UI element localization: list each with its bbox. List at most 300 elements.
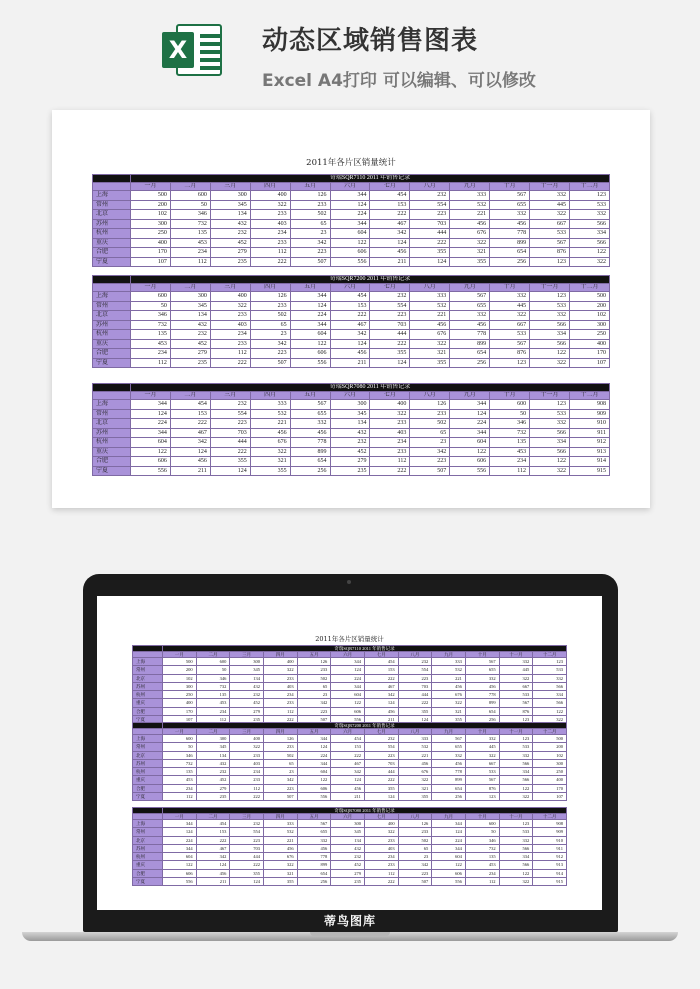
sales-value-cell: 556 xyxy=(163,878,197,886)
month-header: 七月 xyxy=(364,652,398,658)
sales-value-cell: 667 xyxy=(530,219,570,229)
sales-value-cell: 778 xyxy=(297,853,331,861)
sales-value-cell: 321 xyxy=(263,869,297,877)
city-label: 杭州 xyxy=(133,853,163,861)
sales-value-cell: 322 xyxy=(450,238,490,248)
sales-value-cell: 676 xyxy=(410,330,450,340)
table-row xyxy=(93,292,610,302)
sales-value-cell: 300 xyxy=(196,735,230,743)
sales-value-cell: 454 xyxy=(370,191,410,201)
month-header: 一月 xyxy=(163,652,197,658)
sales-value-cell: 50 xyxy=(490,409,530,419)
sales-value-cell: 250 xyxy=(131,229,171,239)
sales-value-cell: 600 xyxy=(490,400,530,410)
sales-value-cell: 532 xyxy=(450,200,490,210)
sales-value-cell: 122 xyxy=(530,457,570,467)
sales-value-cell: 344 xyxy=(330,219,370,229)
sales-value-cell: 122 xyxy=(330,238,370,248)
city-label: 杭州 xyxy=(133,691,163,699)
sales-value-cell: 566 xyxy=(533,682,567,690)
sales-value-cell: 332 xyxy=(569,210,609,220)
sales-value-cell: 135 xyxy=(465,853,499,861)
sales-value-cell: 123 xyxy=(569,191,609,201)
sales-value-cell: 221 xyxy=(410,311,450,321)
sales-value-cell: 300 xyxy=(533,759,567,767)
sales-value-cell: 567 xyxy=(465,658,499,666)
sales-value-cell: 432 xyxy=(230,682,264,690)
sales-value-cell: 23 xyxy=(398,853,432,861)
sales-value-cell: 222 xyxy=(398,699,432,707)
sales-value-cell: 556 xyxy=(131,466,171,476)
sales-value-cell: 235 xyxy=(210,257,250,267)
month-header: 十一月 xyxy=(530,284,570,292)
sales-value-cell: 554 xyxy=(410,200,450,210)
sales-value-cell: 606 xyxy=(297,784,331,792)
sales-value-cell: 344 xyxy=(432,844,466,852)
month-header: 十二月 xyxy=(569,183,609,191)
sales-value-cell: 342 xyxy=(330,330,370,340)
sales-value-cell: 332 xyxy=(530,191,570,201)
sales-value-cell: 332 xyxy=(465,674,499,682)
month-header: 十一月 xyxy=(499,652,533,658)
city-label: 上海 xyxy=(93,191,131,201)
table-row xyxy=(93,438,610,448)
sales-value-cell: 232 xyxy=(370,292,410,302)
sales-value-cell: 233 xyxy=(210,311,250,321)
sales-value-cell: 223 xyxy=(398,674,432,682)
sales-value-cell: 200 xyxy=(163,666,197,674)
sales-value-cell: 899 xyxy=(490,238,530,248)
table-caption: 奇瑞SQR7110 2011 年销售记录 xyxy=(163,646,567,652)
month-header: 八月 xyxy=(398,729,432,735)
sales-value-cell: 333 xyxy=(263,820,297,828)
sales-value-cell: 123 xyxy=(530,292,570,302)
sales-value-cell: 223 xyxy=(250,349,290,359)
sales-value-cell: 279 xyxy=(196,784,230,792)
table-row xyxy=(93,447,610,457)
sales-value-cell: 676 xyxy=(450,229,490,239)
sales-value-cell: 344 xyxy=(450,428,490,438)
sales-value-cell: 403 xyxy=(364,844,398,852)
sales-value-cell: 235 xyxy=(330,466,370,476)
month-header: 八月 xyxy=(398,814,432,820)
page-subtitle: Excel A4打印 可以编辑、可以修改 xyxy=(262,71,536,91)
table-row xyxy=(93,210,610,220)
sales-value-cell: 355 xyxy=(410,248,450,258)
sales-value-cell: 604 xyxy=(432,853,466,861)
sales-value-cell: 345 xyxy=(196,743,230,751)
sales-value-cell: 234 xyxy=(230,768,264,776)
sales-value-cell: 876 xyxy=(499,707,533,715)
sales-value-cell: 403 xyxy=(230,759,264,767)
month-header: 一月 xyxy=(163,814,197,820)
sales-value-cell: 342 xyxy=(297,699,331,707)
month-header: 十一月 xyxy=(530,183,570,191)
sales-value-cell: 533 xyxy=(499,743,533,751)
sales-value-cell: 332 xyxy=(499,658,533,666)
sales-value-cell: 112 xyxy=(364,869,398,877)
table-row xyxy=(93,409,610,419)
sales-value-cell: 112 xyxy=(263,707,297,715)
sales-value-cell: 332 xyxy=(465,735,499,743)
sales-value-cell: 221 xyxy=(263,836,297,844)
month-header: 一月 xyxy=(131,284,171,292)
sales-value-cell: 600 xyxy=(131,292,171,302)
sales-value-cell: 222 xyxy=(364,674,398,682)
sales-value-cell: 342 xyxy=(331,768,365,776)
sales-value-cell: 355 xyxy=(230,869,264,877)
table-row xyxy=(93,419,610,429)
city-label: 北京 xyxy=(93,210,131,220)
sales-value-cell: 566 xyxy=(499,861,533,869)
sales-value-cell: 655 xyxy=(490,200,530,210)
month-header: 七月 xyxy=(364,814,398,820)
sales-value-cell: 732 xyxy=(490,428,530,438)
sales-value-cell: 456 xyxy=(432,682,466,690)
sales-value-cell: 913 xyxy=(533,861,567,869)
sales-value-cell: 667 xyxy=(465,759,499,767)
sales-value-cell: 332 xyxy=(490,292,530,302)
month-header: 八月 xyxy=(410,284,450,292)
sales-value-cell: 445 xyxy=(490,301,530,311)
sales-value-cell: 676 xyxy=(250,438,290,448)
month-header: 五月 xyxy=(297,729,331,735)
sales-value-cell: 456 xyxy=(432,759,466,767)
sales-value-cell: 112 xyxy=(465,878,499,886)
city-label: 苏州 xyxy=(93,320,131,330)
sales-value-cell: 453 xyxy=(163,776,197,784)
city-label: 杭州 xyxy=(133,768,163,776)
sales-value-cell: 332 xyxy=(450,311,490,321)
sales-value-cell: 654 xyxy=(297,869,331,877)
sales-value-cell: 107 xyxy=(131,257,171,267)
month-header: 七月 xyxy=(370,284,410,292)
city-label: 宁夏 xyxy=(133,793,163,801)
sales-value-cell: 300 xyxy=(569,320,609,330)
sales-value-cell: 453 xyxy=(490,447,530,457)
sales-value-cell: 112 xyxy=(210,349,250,359)
sales-value-cell: 223 xyxy=(230,836,264,844)
sales-table xyxy=(132,722,567,801)
sales-value-cell: 322 xyxy=(490,311,530,321)
table-row xyxy=(133,658,567,666)
sales-value-cell: 912 xyxy=(569,438,609,448)
sales-value-cell: 454 xyxy=(331,735,365,743)
sales-value-cell: 221 xyxy=(250,419,290,429)
sales-value-cell: 126 xyxy=(290,191,330,201)
sales-value-cell: 703 xyxy=(210,428,250,438)
city-label: 上海 xyxy=(133,658,163,666)
sales-value-cell: 224 xyxy=(331,674,365,682)
sales-value-cell: 566 xyxy=(530,320,570,330)
month-header: 九月 xyxy=(450,183,490,191)
sales-value-cell: 445 xyxy=(499,666,533,674)
sales-value-cell: 233 xyxy=(370,419,410,429)
sales-value-cell: 507 xyxy=(398,878,432,886)
sales-table xyxy=(92,275,610,368)
table-row xyxy=(133,776,567,784)
sales-value-cell: 732 xyxy=(170,219,210,229)
city-label: 常州 xyxy=(133,666,163,674)
sales-value-cell: 606 xyxy=(131,457,171,467)
city-label: 苏州 xyxy=(133,682,163,690)
sales-value-cell: 606 xyxy=(163,869,197,877)
city-label: 北京 xyxy=(133,836,163,844)
sales-value-cell: 432 xyxy=(331,844,365,852)
sales-value-cell: 224 xyxy=(330,210,370,220)
sales-value-cell: 65 xyxy=(297,682,331,690)
table-row xyxy=(133,793,567,801)
table-caption: 奇瑞SQR7200 2011 年销售记录 xyxy=(163,723,567,729)
sales-value-cell: 554 xyxy=(398,666,432,674)
sales-value-cell: 222 xyxy=(210,358,250,368)
city-label: 合肥 xyxy=(93,457,131,467)
sales-value-cell: 126 xyxy=(297,658,331,666)
sales-value-cell: 567 xyxy=(290,400,330,410)
sales-value-cell: 233 xyxy=(250,238,290,248)
city-label: 苏州 xyxy=(133,759,163,767)
month-header: 十月 xyxy=(490,183,530,191)
sales-value-cell: 222 xyxy=(230,861,264,869)
city-label: 合肥 xyxy=(133,784,163,792)
month-header: 八月 xyxy=(410,392,450,400)
sales-value-cell: 566 xyxy=(530,428,570,438)
sales-value-cell: 222 xyxy=(370,339,410,349)
sales-value-cell: 344 xyxy=(331,658,365,666)
sales-value-cell: 600 xyxy=(170,191,210,201)
sales-value-cell: 232 xyxy=(210,229,250,239)
sales-value-cell: 232 xyxy=(230,691,264,699)
sales-value-cell: 533 xyxy=(569,200,609,210)
sales-value-cell: 600 xyxy=(465,820,499,828)
sales-value-cell: 223 xyxy=(210,419,250,429)
sales-value-cell: 322 xyxy=(210,301,250,311)
city-label: 合肥 xyxy=(133,869,163,877)
month-header: 四月 xyxy=(263,652,297,658)
sales-value-cell: 322 xyxy=(398,776,432,784)
sales-value-cell: 908 xyxy=(569,400,609,410)
corner-cell xyxy=(93,392,131,400)
sales-value-cell: 604 xyxy=(131,438,171,448)
sales-value-cell: 107 xyxy=(163,716,197,724)
sales-value-cell: 342 xyxy=(263,776,297,784)
sales-value-cell: 170 xyxy=(569,349,609,359)
sales-value-cell: 332 xyxy=(290,419,330,429)
sales-value-cell: 444 xyxy=(370,330,410,340)
month-header: 五月 xyxy=(290,183,330,191)
sales-value-cell: 232 xyxy=(210,400,250,410)
sales-value-cell: 454 xyxy=(364,658,398,666)
sales-value-cell: 232 xyxy=(230,820,264,828)
sales-value-cell: 556 xyxy=(450,466,490,476)
sales-value-cell: 703 xyxy=(410,219,450,229)
sales-value-cell: 23 xyxy=(290,229,330,239)
sales-value-cell: 134 xyxy=(330,419,370,429)
sales-value-cell: 300 xyxy=(170,292,210,302)
sales-value-cell: 355 xyxy=(432,716,466,724)
sales-value-cell: 279 xyxy=(330,457,370,467)
sales-value-cell: 604 xyxy=(163,853,197,861)
sales-value-cell: 556 xyxy=(330,257,370,267)
sales-value-cell: 224 xyxy=(163,836,197,844)
sales-value-cell: 153 xyxy=(370,200,410,210)
sales-value-cell: 321 xyxy=(250,457,290,467)
month-header: 十二月 xyxy=(569,392,609,400)
sales-value-cell: 500 xyxy=(533,735,567,743)
sales-value-cell: 703 xyxy=(370,320,410,330)
sales-value-cell: 256 xyxy=(297,878,331,886)
city-label: 合肥 xyxy=(93,349,131,359)
month-header: 十二月 xyxy=(533,814,567,820)
sales-value-cell: 322 xyxy=(499,793,533,801)
sales-value-cell: 233 xyxy=(250,210,290,220)
table-row xyxy=(93,330,610,340)
sales-value-cell: 112 xyxy=(163,793,197,801)
sales-value-cell: 912 xyxy=(533,853,567,861)
sales-value-cell: 124 xyxy=(196,861,230,869)
sales-value-cell: 135 xyxy=(163,768,197,776)
sales-value-cell: 456 xyxy=(490,219,530,229)
sales-value-cell: 322 xyxy=(533,716,567,724)
sales-value-cell: 321 xyxy=(432,707,466,715)
sales-value-cell: 322 xyxy=(569,257,609,267)
table-caption: 奇瑞SQR7200 2011 年销售记录 xyxy=(131,276,610,284)
sales-value-cell: 452 xyxy=(170,339,210,349)
sales-value-cell: 122 xyxy=(331,699,365,707)
city-label: 宁夏 xyxy=(93,466,131,476)
sales-value-cell: 126 xyxy=(398,820,432,828)
city-label: 合肥 xyxy=(93,248,131,258)
table-caption: 奇瑞SQR7110 2011 年销售记录 xyxy=(131,175,610,183)
sales-value-cell: 279 xyxy=(210,248,250,258)
table-row xyxy=(93,466,610,476)
sales-value-cell: 500 xyxy=(569,292,609,302)
sales-value-cell: 256 xyxy=(432,793,466,801)
sales-value-cell: 232 xyxy=(170,330,210,340)
city-label: 重庆 xyxy=(93,238,131,248)
sales-value-cell: 322 xyxy=(370,409,410,419)
sales-value-cell: 322 xyxy=(250,200,290,210)
sales-value-cell: 124 xyxy=(370,358,410,368)
sales-value-cell: 124 xyxy=(297,743,331,751)
sales-value-cell: 533 xyxy=(533,666,567,674)
sales-value-cell: 344 xyxy=(432,820,466,828)
month-header: 七月 xyxy=(370,392,410,400)
sales-value-cell: 456 xyxy=(465,682,499,690)
month-header: 六月 xyxy=(331,729,365,735)
sales-value-cell: 123 xyxy=(533,658,567,666)
sales-value-cell: 322 xyxy=(250,447,290,457)
city-label: 苏州 xyxy=(133,844,163,852)
sales-value-cell: 566 xyxy=(530,447,570,457)
sales-value-cell: 432 xyxy=(196,759,230,767)
sales-value-cell: 567 xyxy=(530,238,570,248)
table-row xyxy=(133,707,567,715)
sales-value-cell: 533 xyxy=(499,691,533,699)
city-label: 上海 xyxy=(133,735,163,743)
sales-value-cell: 233 xyxy=(398,828,432,836)
sales-value-cell: 123 xyxy=(490,358,530,368)
sales-value-cell: 554 xyxy=(210,409,250,419)
sales-value-cell: 211 xyxy=(331,793,365,801)
sales-value-cell: 223 xyxy=(370,311,410,321)
table-row xyxy=(93,400,610,410)
sales-value-cell: 124 xyxy=(330,200,370,210)
sales-value-cell: 112 xyxy=(490,466,530,476)
month-header: 六月 xyxy=(330,183,370,191)
city-label: 北京 xyxy=(93,419,131,429)
sales-value-cell: 915 xyxy=(569,466,609,476)
sales-value-cell: 456 xyxy=(250,428,290,438)
sales-value-cell: 655 xyxy=(297,828,331,836)
sales-value-cell: 300 xyxy=(131,219,171,229)
sales-value-cell: 355 xyxy=(398,707,432,715)
sales-value-cell: 533 xyxy=(499,828,533,836)
sales-value-cell: 876 xyxy=(490,349,530,359)
sales-value-cell: 467 xyxy=(196,844,230,852)
sales-value-cell: 566 xyxy=(499,844,533,852)
sales-value-cell: 654 xyxy=(465,707,499,715)
sales-value-cell: 567 xyxy=(432,735,466,743)
sales-value-cell: 345 xyxy=(330,409,370,419)
month-header: 二月 xyxy=(196,814,230,820)
sales-value-cell: 703 xyxy=(230,844,264,852)
sales-table xyxy=(132,645,567,724)
sales-value-cell: 732 xyxy=(196,682,230,690)
month-header: 五月 xyxy=(290,392,330,400)
sales-value-cell: 232 xyxy=(410,191,450,201)
sales-value-cell: 256 xyxy=(465,716,499,724)
sales-value-cell: 222 xyxy=(170,419,210,429)
sales-value-cell: 654 xyxy=(450,349,490,359)
sales-value-cell: 467 xyxy=(170,428,210,438)
sales-value-cell: 332 xyxy=(499,836,533,844)
sales-value-cell: 345 xyxy=(210,200,250,210)
sales-value-cell: 456 xyxy=(297,844,331,852)
sales-value-cell: 170 xyxy=(533,784,567,792)
sales-value-cell: 909 xyxy=(569,409,609,419)
month-header: 九月 xyxy=(450,284,490,292)
city-label: 宁夏 xyxy=(133,716,163,724)
table-row xyxy=(93,238,610,248)
city-label: 重庆 xyxy=(93,339,131,349)
sales-value-cell: 507 xyxy=(263,793,297,801)
sales-value-cell: 234 xyxy=(131,349,171,359)
sales-value-cell: 456 xyxy=(410,320,450,330)
city-label: 常州 xyxy=(93,200,131,210)
sales-value-cell: 467 xyxy=(331,759,365,767)
sales-value-cell: 566 xyxy=(499,759,533,767)
sales-value-cell: 322 xyxy=(499,878,533,886)
sales-value-cell: 502 xyxy=(297,674,331,682)
sales-value-cell: 233 xyxy=(410,409,450,419)
month-header: 七月 xyxy=(370,183,410,191)
excel-icon xyxy=(162,18,224,82)
sales-value-cell: 65 xyxy=(398,844,432,852)
caption-spacer xyxy=(93,276,131,284)
sales-value-cell: 604 xyxy=(297,768,331,776)
sales-value-cell: 502 xyxy=(263,751,297,759)
sales-value-cell: 532 xyxy=(398,743,432,751)
sales-value-cell: 135 xyxy=(196,691,230,699)
sales-value-cell: 123 xyxy=(530,257,570,267)
sales-value-cell: 342 xyxy=(290,238,330,248)
sales-value-cell: 224 xyxy=(290,311,330,321)
sales-value-cell: 134 xyxy=(210,210,250,220)
sales-value-cell: 703 xyxy=(364,759,398,767)
month-header: 三月 xyxy=(210,392,250,400)
city-label: 常州 xyxy=(93,301,131,311)
